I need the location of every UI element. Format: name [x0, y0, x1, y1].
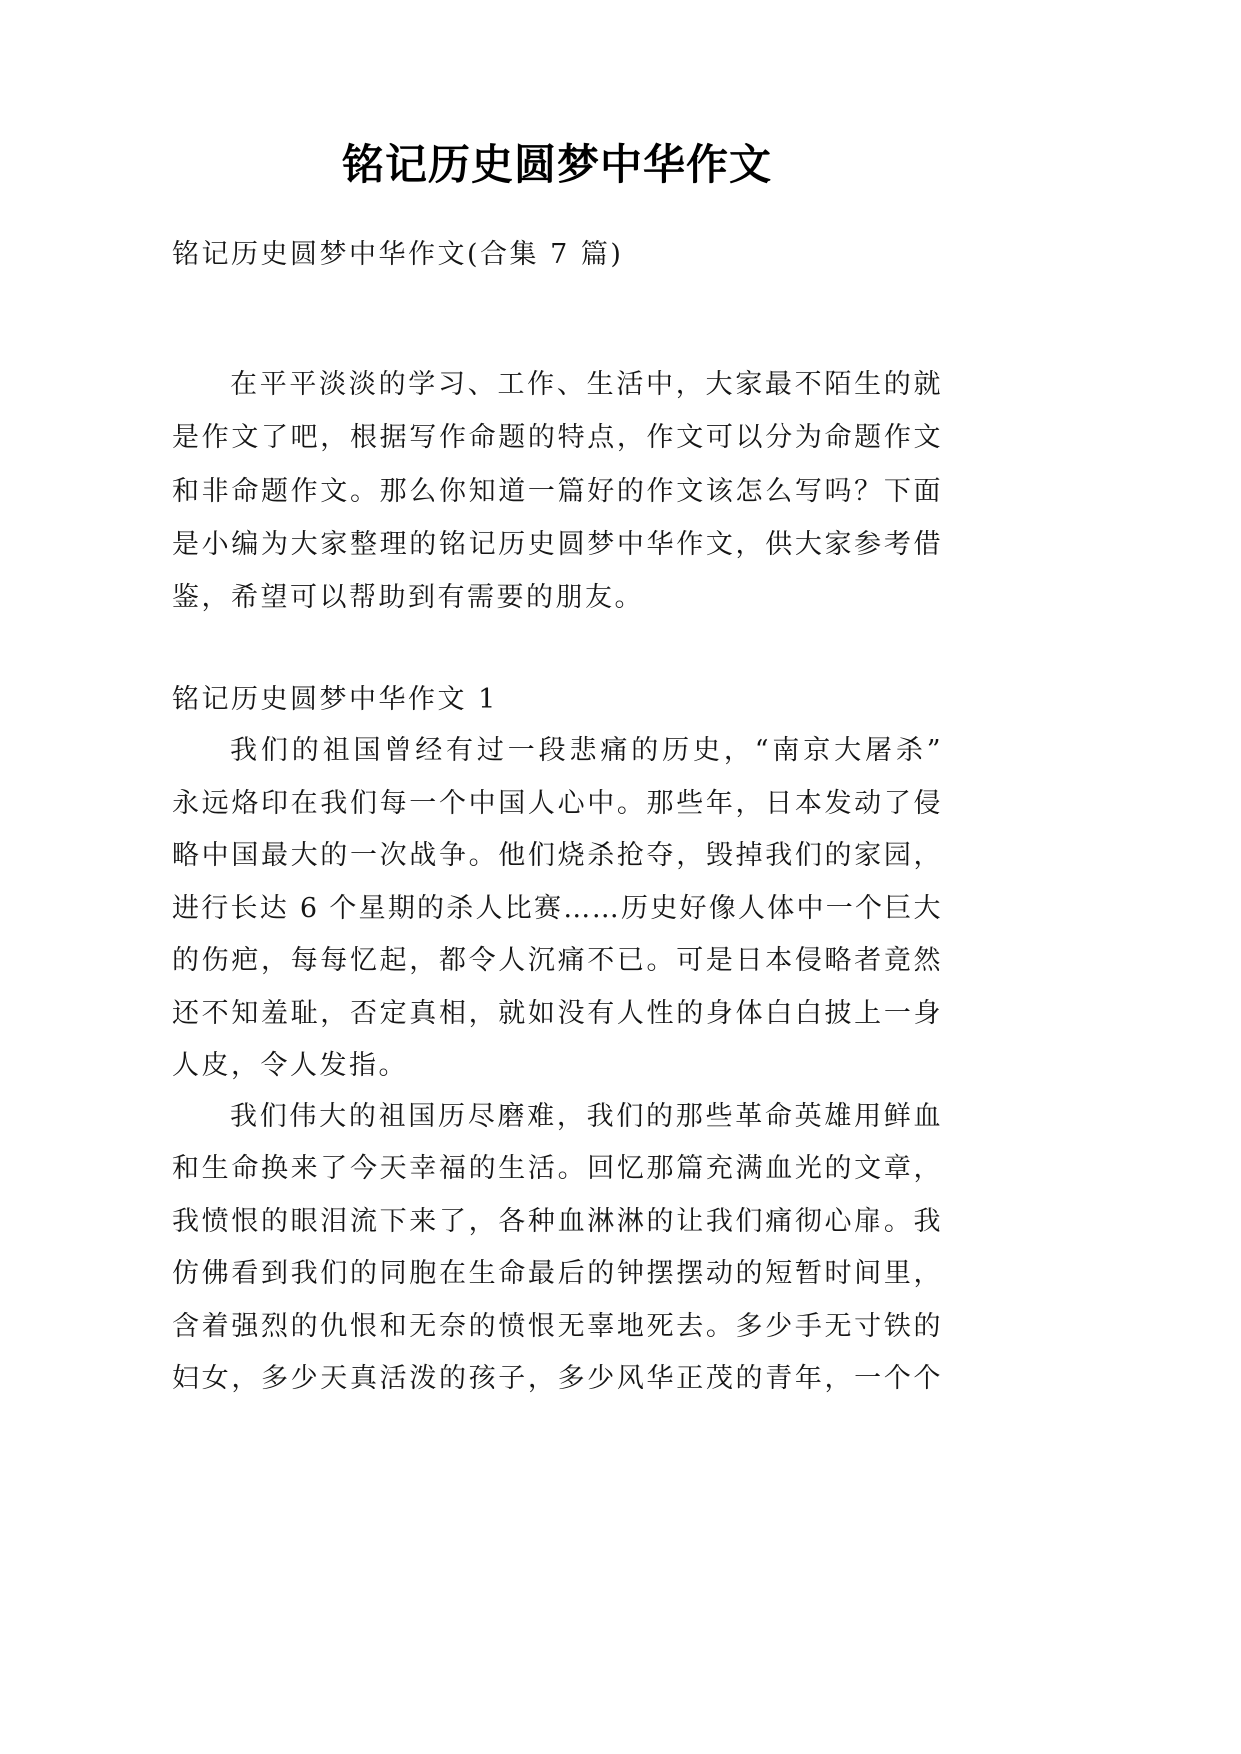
text-line: 我们的祖国曾经有过一段悲痛的历史，“南京大屠杀” — [230, 735, 942, 766]
intro-paragraph — [172, 358, 942, 624]
text-line: 是小编为大家整理的铭记历史圆梦中华作文，供大家参考借 — [172, 528, 942, 560]
text-line: 的伤疤，每每忆起，都令人沉痛不已。可是日本侵略者竟然 — [172, 945, 942, 976]
text-line: 在平平淡淡的学习、工作、生活中，大家最不陌生的就 — [230, 369, 942, 400]
text-line: 还不知羞耻，否定真相，就如没有人性的身体白白披上一身 — [172, 997, 942, 1029]
essay-paragraph — [172, 725, 942, 1093]
text-line: 仿佛看到我们的同胞在生命最后的钟摆摆动的短暂时间里， — [172, 1258, 942, 1290]
text-line: 含着强烈的仇恨和无奈的愤恨无辜地死去。多少手无寸铁的 — [172, 1310, 942, 1342]
text-line: 是作文了吧，根据写作命题的特点，作文可以分为命题作文 — [172, 422, 942, 454]
text-line: 鉴，希望可以帮助到有需要的朋友。 — [172, 582, 644, 613]
text-line: 和非命题作文。那么你知道一篇好的作文该怎么写吗？下面 — [172, 475, 942, 507]
document-subtitle: 铭记历史圆梦中华作文(合集 7 篇) — [172, 239, 624, 270]
essay-paragraph — [172, 1091, 942, 1405]
text-line: 永远烙印在我们每一个中国人心中。那些年，日本发动了侵 — [172, 787, 942, 819]
text-line: 略中国最大的一次战争。他们烧杀抢夺，毁掉我们的家园， — [172, 840, 942, 871]
text-line: 和生命换来了今天幸福的生活。回忆那篇充满血光的文章， — [172, 1153, 942, 1185]
essay-heading: 铭记历史圆梦中华作文 1 — [172, 684, 498, 715]
text-line: 人皮，令人发指。 — [172, 1050, 408, 1081]
text-line: 进行长达 6 个星期的杀人比赛……历史好像人体中一个巨大 — [172, 892, 942, 924]
text-line: 我们伟大的祖国历尽磨难，我们的那些革命英雄用鲜血 — [230, 1101, 942, 1132]
text-line: 妇女，多少天真活泼的孩子，多少风华正茂的青年，一个个 — [172, 1363, 942, 1395]
text-line: 我愤恨的眼泪流下来了，各种血淋淋的让我们痛彻心扉。我 — [172, 1205, 942, 1237]
document-title: 铭记历史圆梦中华作文 — [341, 140, 772, 189]
